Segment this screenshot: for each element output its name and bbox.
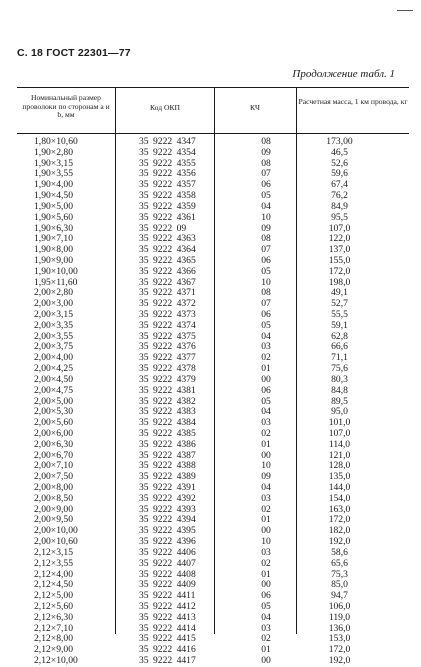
cell-kch: 08 xyxy=(261,287,271,299)
cell-size: 2,00×3,55 xyxy=(34,330,73,342)
cell-okp-code: 35 9222 4365 xyxy=(139,254,196,266)
cell-kch: 07 xyxy=(261,168,271,180)
table-row xyxy=(17,245,409,256)
cell-size: 2,00×10,60 xyxy=(34,536,78,548)
cell-size: 1,90×10,00 xyxy=(34,265,78,277)
cell-size: 2,12×7,10 xyxy=(34,622,73,634)
cell-okp-code: 35 9222 4356 xyxy=(139,168,196,180)
cell-kch: 03 xyxy=(261,546,271,558)
cell-size: 2,00×4,00 xyxy=(34,352,73,364)
table-row xyxy=(17,353,409,364)
cell-mass: 49,1 xyxy=(331,287,348,299)
cell-okp-code: 35 9222 4381 xyxy=(139,384,196,396)
cell-size: 1,90×5,60 xyxy=(34,211,73,223)
cell-mass: 119,0 xyxy=(328,611,351,623)
cell-okp-code: 35 9222 4414 xyxy=(139,622,196,634)
cell-okp-code: 35 9222 4417 xyxy=(139,655,196,666)
table-row xyxy=(17,624,409,635)
cell-okp-code: 35 9222 4363 xyxy=(139,233,196,245)
cell-size: 2,00×10,00 xyxy=(34,525,78,537)
cell-kch: 02 xyxy=(261,557,271,569)
cell-mass: 65,6 xyxy=(331,557,348,569)
table-row xyxy=(17,656,409,667)
table-row xyxy=(17,332,409,343)
cell-mass: 172,0 xyxy=(328,514,351,526)
cell-okp-code: 35 9222 4409 xyxy=(139,579,196,591)
cell-okp-code: 35 9222 4355 xyxy=(139,157,196,169)
table-row xyxy=(17,505,409,516)
cell-mass: 154,0 xyxy=(328,492,351,504)
cell-okp-code: 35 9222 4388 xyxy=(139,460,196,472)
cell-okp-code: 35 9222 4377 xyxy=(139,352,196,364)
cell-mass: 75,6 xyxy=(331,363,348,375)
cell-size: 2,00×6,70 xyxy=(34,449,73,461)
cell-size: 2,12×8,00 xyxy=(34,633,73,645)
cell-mass: 172,0 xyxy=(328,265,351,277)
cell-okp-code: 35 9222 4406 xyxy=(139,546,196,558)
cell-kch: 04 xyxy=(261,406,271,418)
cell-mass: 55,5 xyxy=(331,309,348,320)
cell-mass: 173,00 xyxy=(326,136,353,147)
cell-size: 1,80×10,60 xyxy=(34,136,78,147)
cell-kch: 00 xyxy=(261,373,271,385)
cell-kch: 10 xyxy=(261,211,271,223)
cell-okp-code: 35 9222 4408 xyxy=(139,568,196,580)
table-row xyxy=(17,224,409,235)
cell-okp-code: 35 9222 4416 xyxy=(139,644,196,656)
table-top-rule xyxy=(17,87,409,88)
cell-size: 2,00×3,00 xyxy=(34,298,73,310)
cell-okp-code: 35 9222 4378 xyxy=(139,363,196,375)
cell-okp-code: 35 9222 4407 xyxy=(139,557,196,569)
cell-kch: 02 xyxy=(261,352,271,364)
cell-okp-code: 35 9222 09 xyxy=(139,222,187,234)
cell-kch: 01 xyxy=(261,568,271,580)
cell-mass: 84,8 xyxy=(331,384,348,396)
cell-mass: 58,6 xyxy=(331,546,348,558)
cell-mass: 76,2 xyxy=(331,190,348,202)
cell-mass: 155,0 xyxy=(328,254,351,266)
table-row xyxy=(17,267,409,278)
cell-okp-code: 35 9222 4347 xyxy=(139,136,196,147)
cell-kch: 03 xyxy=(261,417,271,429)
table-row xyxy=(17,591,409,602)
cell-mass: 198,0 xyxy=(328,276,351,288)
cell-okp-code: 35 9222 4392 xyxy=(139,492,196,504)
cell-kch: 06 xyxy=(261,384,271,396)
cell-kch: 10 xyxy=(261,460,271,472)
cell-okp-code: 35 9222 4396 xyxy=(139,536,196,548)
table-row xyxy=(17,440,409,451)
cell-size: 2,12×10,00 xyxy=(34,655,78,666)
table-row xyxy=(17,278,409,289)
cell-okp-code: 35 9222 4389 xyxy=(139,471,196,483)
cell-okp-code: 35 9222 4376 xyxy=(139,341,196,353)
cell-mass: 121,0 xyxy=(328,449,351,461)
table-row xyxy=(17,191,409,202)
table-row xyxy=(17,461,409,472)
cell-kch: 06 xyxy=(261,590,271,602)
cell-okp-code: 35 9222 4373 xyxy=(139,309,196,320)
cell-kch: 06 xyxy=(261,179,271,191)
cell-kch: 04 xyxy=(261,200,271,212)
cell-mass: 182,0 xyxy=(328,525,351,537)
cell-kch: 03 xyxy=(261,622,271,634)
table-row xyxy=(17,288,409,299)
cell-kch: 01 xyxy=(261,514,271,526)
table-row xyxy=(17,397,409,408)
cell-kch: 09 xyxy=(261,471,271,483)
table-row xyxy=(17,310,409,321)
table-row xyxy=(17,364,409,375)
cell-okp-code: 35 9222 4385 xyxy=(139,427,196,439)
page-header: С. 18 ГОСТ 22301—77 xyxy=(17,47,131,59)
header-kch: КЧ xyxy=(250,103,260,112)
table-body xyxy=(17,137,409,667)
table-row xyxy=(17,159,409,170)
cell-size: 2,00×8,00 xyxy=(34,482,73,493)
cell-kch: 05 xyxy=(261,319,271,331)
cell-size: 2,12×4,00 xyxy=(34,568,73,580)
cell-kch: 07 xyxy=(261,298,271,310)
cell-okp-code: 35 9222 4357 xyxy=(139,179,196,191)
scan-mark xyxy=(397,10,413,11)
table-row xyxy=(17,234,409,245)
cell-kch: 01 xyxy=(261,363,271,375)
cell-size: 2,00×4,25 xyxy=(34,363,73,375)
cell-mass: 89,5 xyxy=(331,395,348,407)
cell-kch: 03 xyxy=(261,341,271,353)
cell-kch: 06 xyxy=(261,254,271,266)
cell-okp-code: 35 9222 4394 xyxy=(139,514,196,526)
cell-size: 2,12×6,30 xyxy=(34,611,73,623)
cell-okp-code: 35 9222 4361 xyxy=(139,211,196,223)
cell-mass: 80,3 xyxy=(331,373,348,385)
cell-mass: 59,1 xyxy=(331,319,348,331)
cell-size: 1,90×5,00 xyxy=(34,200,73,212)
cell-kch: 02 xyxy=(261,633,271,645)
cell-mass: 144,0 xyxy=(328,482,351,493)
table-row xyxy=(17,580,409,591)
cell-size: 1,90×4,50 xyxy=(34,190,73,202)
cell-okp-code: 35 9222 4386 xyxy=(139,438,196,450)
cell-mass: 107,0 xyxy=(328,222,351,234)
cell-mass: 101,0 xyxy=(328,417,351,429)
cell-mass: 106,0 xyxy=(328,600,351,612)
cell-size: 2,00×5,00 xyxy=(34,395,73,407)
cell-mass: 59,6 xyxy=(331,168,348,180)
cell-kch: 04 xyxy=(261,482,271,493)
table-row xyxy=(17,494,409,505)
cell-mass: 114,0 xyxy=(328,438,351,450)
table-row xyxy=(17,407,409,418)
cell-okp-code: 35 9222 4387 xyxy=(139,449,196,461)
cell-mass: 135,0 xyxy=(328,471,351,483)
cell-size: 2,00×9,00 xyxy=(34,503,73,515)
table-row xyxy=(17,451,409,462)
cell-kch: 00 xyxy=(261,449,271,461)
table-row xyxy=(17,375,409,386)
cell-size: 1,90×9,00 xyxy=(34,254,73,266)
cell-kch: 00 xyxy=(261,579,271,591)
cell-okp-code: 35 9222 4412 xyxy=(139,600,196,612)
cell-size: 1,90×6,30 xyxy=(34,222,73,234)
cell-size: 2,00×3,35 xyxy=(34,319,73,331)
cell-okp-code: 35 9222 4379 xyxy=(139,373,196,385)
cell-kch: 02 xyxy=(261,503,271,515)
cell-okp-code: 35 9222 4415 xyxy=(139,633,196,645)
cell-size: 2,12×5,60 xyxy=(34,600,73,612)
cell-mass: 52,7 xyxy=(331,298,348,310)
cell-kch: 08 xyxy=(261,233,271,245)
cell-okp-code: 35 9222 4411 xyxy=(139,590,196,602)
cell-size: 2,00×2,80 xyxy=(34,287,73,299)
header-mass: Расчетная масса, 1 км провода, кг xyxy=(298,97,408,106)
header-size: Номинальный размер проволоки по сторонам a и b, мм xyxy=(22,93,110,120)
cell-size: 1,90×7,10 xyxy=(34,233,73,245)
cell-size: 2,00×5,60 xyxy=(34,417,73,429)
cell-mass: 172,0 xyxy=(328,644,351,656)
cell-okp-code: 35 9222 4366 xyxy=(139,265,196,277)
cell-kch: 05 xyxy=(261,600,271,612)
cell-mass: 192,0 xyxy=(328,536,351,548)
cell-mass: 153,0 xyxy=(328,633,351,645)
cell-mass: 84,9 xyxy=(331,200,348,212)
cell-okp-code: 35 9222 4364 xyxy=(139,244,196,256)
table-row xyxy=(17,548,409,559)
cell-size: 2,12×5,00 xyxy=(34,590,73,602)
cell-okp-code: 35 9222 4375 xyxy=(139,330,196,342)
cell-kch: 10 xyxy=(261,276,271,288)
cell-okp-code: 35 9222 4384 xyxy=(139,417,196,429)
cell-kch: 04 xyxy=(261,611,271,623)
cell-size: 2,00×4,75 xyxy=(34,384,73,396)
cell-okp-code: 35 9222 4393 xyxy=(139,503,196,515)
cell-mass: 46,5 xyxy=(331,146,348,158)
cell-mass: 192,0 xyxy=(328,655,351,666)
cell-kch: 05 xyxy=(261,190,271,202)
cell-kch: 06 xyxy=(261,309,271,320)
cell-size: 1,90×3,55 xyxy=(34,168,73,180)
table-row xyxy=(17,634,409,645)
cell-kch: 10 xyxy=(261,536,271,548)
cell-size: 2,00×9,50 xyxy=(34,514,73,526)
cell-size: 1,90×8,00 xyxy=(34,244,73,256)
cell-size: 2,12×4,50 xyxy=(34,579,73,591)
cell-size: 2,00×4,50 xyxy=(34,373,73,385)
cell-mass: 95,5 xyxy=(331,211,348,223)
cell-okp-code: 35 9222 4395 xyxy=(139,525,196,537)
table-row xyxy=(17,202,409,213)
table-row xyxy=(17,418,409,429)
cell-kch: 08 xyxy=(261,136,271,147)
table-row xyxy=(17,613,409,624)
cell-size: 1,90×4,00 xyxy=(34,179,73,191)
table-row xyxy=(17,483,409,494)
cell-kch: 09 xyxy=(261,222,271,234)
cell-size: 2,12×3,15 xyxy=(34,546,73,558)
cell-mass: 85,0 xyxy=(331,579,348,591)
cell-mass: 66,6 xyxy=(331,341,348,353)
cell-size: 2,12×9,00 xyxy=(34,644,73,656)
cell-kch: 04 xyxy=(261,330,271,342)
cell-kch: 01 xyxy=(261,438,271,450)
cell-size: 2,00×7,50 xyxy=(34,471,73,483)
cell-mass: 128,0 xyxy=(328,460,351,472)
table-row xyxy=(17,169,409,180)
cell-kch: 02 xyxy=(261,427,271,439)
cell-okp-code: 35 9222 4372 xyxy=(139,298,196,310)
cell-kch: 03 xyxy=(261,492,271,504)
cell-kch: 01 xyxy=(261,644,271,656)
cell-mass: 75,3 xyxy=(331,568,348,580)
cell-mass: 95,0 xyxy=(331,406,348,418)
table-row xyxy=(17,429,409,440)
cell-size: 2,00×5,30 xyxy=(34,406,73,418)
cell-mass: 71,1 xyxy=(331,352,348,364)
cell-mass: 163,0 xyxy=(328,503,351,515)
cell-okp-code: 35 9222 4367 xyxy=(139,276,196,288)
table-continuation-label: Продолжение табл. 1 xyxy=(292,68,395,80)
cell-kch: 00 xyxy=(261,655,271,666)
cell-okp-code: 35 9222 4371 xyxy=(139,287,196,299)
table-row xyxy=(17,213,409,224)
cell-mass: 62,8 xyxy=(331,330,348,342)
cell-mass: 122,0 xyxy=(328,233,351,245)
cell-okp-code: 35 9222 4354 xyxy=(139,146,196,158)
cell-kch: 08 xyxy=(261,157,271,169)
header-okp: Код ОКП xyxy=(149,103,181,112)
table-row xyxy=(17,137,409,148)
header-bottom-rule xyxy=(17,133,409,134)
table-row xyxy=(17,299,409,310)
cell-size: 2,00×8,50 xyxy=(34,492,73,504)
cell-kch: 07 xyxy=(261,244,271,256)
cell-okp-code: 35 9222 4391 xyxy=(139,482,196,493)
cell-mass: 136,0 xyxy=(328,622,351,634)
cell-size: 2,00×7,10 xyxy=(34,460,73,472)
cell-mass: 67,4 xyxy=(331,179,348,191)
table-row xyxy=(17,602,409,613)
cell-kch: 05 xyxy=(261,395,271,407)
cell-mass: 107,0 xyxy=(328,427,351,439)
cell-size: 1,95×11,60 xyxy=(34,276,78,288)
table-row xyxy=(17,180,409,191)
table-row xyxy=(17,342,409,353)
cell-kch: 09 xyxy=(261,146,271,158)
table-row xyxy=(17,472,409,483)
cell-size: 1,90×2,80 xyxy=(34,146,73,158)
table-row xyxy=(17,559,409,570)
table-row xyxy=(17,570,409,581)
cell-kch: 05 xyxy=(261,265,271,277)
cell-mass: 137,0 xyxy=(328,244,351,256)
cell-kch: 00 xyxy=(261,525,271,537)
cell-size: 2,00×3,75 xyxy=(34,341,73,353)
cell-okp-code: 35 9222 4358 xyxy=(139,190,196,202)
cell-size: 2,00×3,15 xyxy=(34,309,73,320)
table-row xyxy=(17,386,409,397)
table-row xyxy=(17,148,409,159)
cell-okp-code: 35 9222 4382 xyxy=(139,395,196,407)
cell-okp-code: 35 9222 4359 xyxy=(139,200,196,212)
cell-okp-code: 35 9222 4374 xyxy=(139,319,196,331)
table-row xyxy=(17,321,409,332)
cell-size: 2,00×6,00 xyxy=(34,427,73,439)
cell-okp-code: 35 9222 4383 xyxy=(139,406,196,418)
cell-mass: 52,6 xyxy=(331,157,348,169)
cell-size: 2,00×6,30 xyxy=(34,438,73,450)
cell-size: 1,90×3,15 xyxy=(34,157,73,169)
cell-okp-code: 35 9222 4413 xyxy=(139,611,196,623)
table-row xyxy=(17,537,409,548)
cell-mass: 94,7 xyxy=(331,590,348,602)
cell-size: 2,12×3,55 xyxy=(34,557,73,569)
